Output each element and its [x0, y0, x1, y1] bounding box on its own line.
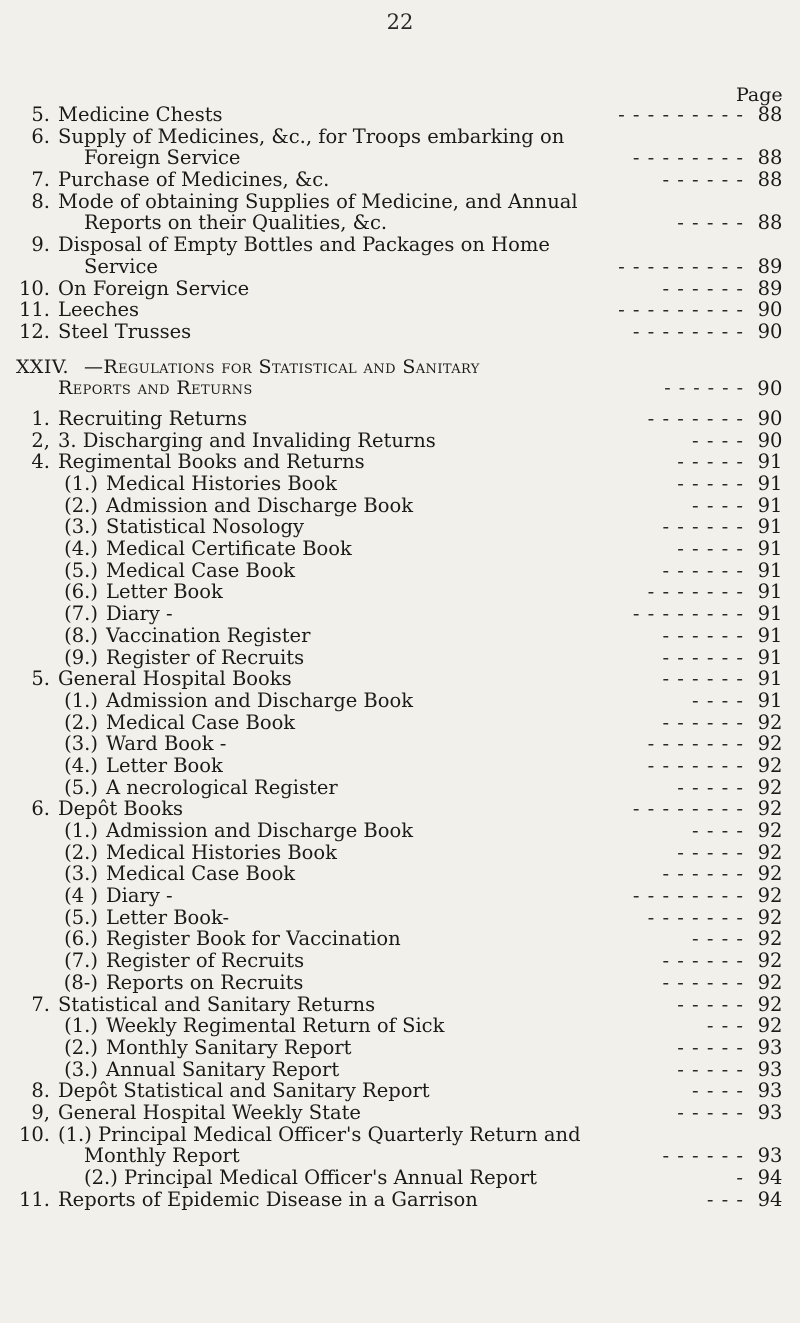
item-title: General Hospital Weekly State [58, 1100, 361, 1124]
toc-subitem [0, 733, 800, 755]
item-number: (3.) [64, 1057, 98, 1081]
item-number: 7. [31, 992, 50, 1016]
leader-dashes: - - - - - [677, 992, 744, 1016]
leader-dashes: - - - - - - [662, 168, 744, 192]
leader-dashes: - - - - - - [662, 667, 744, 691]
leader-dashes: - - - - - - - - [632, 884, 744, 908]
leader-dashes: - - - - - - [662, 862, 744, 886]
toc-subitem [0, 907, 800, 929]
leader-dashes: - - - - - - [662, 710, 744, 734]
leader-dashes: - - - - [692, 819, 744, 842]
leader-dashes: - - - - - - - [647, 580, 744, 604]
leader-dashes: - - - - [692, 927, 744, 951]
item-page: 92 [757, 797, 783, 821]
item-number: (8.) [64, 623, 98, 647]
entry-page: 89 [757, 276, 783, 300]
item-title: Diary - [106, 602, 173, 626]
item-page: 92 [757, 949, 783, 973]
leader-dashes: - - - - - [677, 537, 744, 561]
item-number: (1.) [64, 1014, 98, 1038]
item-page: 90 [757, 406, 783, 430]
entry-page: 90 [757, 377, 783, 401]
item-title: Diary - [106, 884, 173, 908]
leader-dashes: - - - - - - [662, 949, 744, 973]
item-title: Register Book for Vaccination [106, 927, 401, 951]
leader-dashes: - - - - - - - [647, 732, 744, 756]
item-number: (4.) [64, 537, 98, 561]
toc-subitem [0, 516, 800, 538]
toc-entry [0, 278, 800, 300]
item-number: (4.) [64, 753, 98, 777]
entry-page: 88 [757, 103, 783, 126]
toc-subitem [0, 647, 800, 669]
leader-dashes: - - - - - [677, 840, 744, 864]
item-number: (6.) [64, 927, 98, 951]
item-number: (5.) [64, 775, 98, 799]
item-page: 93 [757, 1035, 783, 1059]
leader-dashes: - - - - - - - [647, 406, 744, 430]
item-number: 4. [31, 450, 50, 474]
toc-subitem [0, 603, 800, 625]
item-page: 91 [757, 667, 783, 691]
toc-item [0, 1102, 800, 1124]
entry-title-continued: Service [84, 254, 158, 278]
item-title: Medical Case Book [106, 862, 296, 886]
entry-title: Purchase of Medicines, &c. [58, 168, 330, 192]
item-page: 92 [757, 992, 783, 1016]
item-title: Annual Sanitary Report [106, 1057, 340, 1081]
item-title: Ward Book - [106, 732, 227, 756]
leader-dashes: - - - - - [677, 1057, 744, 1081]
entry-number: 10. [18, 276, 50, 300]
toc-subitem [0, 950, 800, 972]
item-page: 91 [757, 623, 783, 647]
item-title: Reports of Epidemic Disease in a Garrison [58, 1187, 478, 1211]
page-column-heading: Page [736, 84, 783, 106]
toc-subitem [0, 972, 800, 994]
entry-title: Mode of obtaining Supplies of Medicine, and Annual [58, 189, 578, 213]
item-title: Register of Recruits [106, 645, 305, 669]
item-number: (7.) [64, 602, 98, 626]
section-title-continued: Reports and Returns [58, 377, 253, 400]
item-page: 91 [757, 472, 783, 495]
item-page: 93 [757, 1144, 783, 1168]
item-number: 8. [31, 1079, 50, 1103]
item-number: (3.) [64, 732, 98, 756]
item-page: 92 [757, 1014, 783, 1038]
item-number: 5. [31, 667, 50, 691]
leader-dashes: - - - - - - - - - [618, 103, 744, 126]
item-title: Statistical and Sanitary Returns [58, 992, 376, 1016]
entry-title: Disposal of Empty Bottles and Packages on Home [58, 233, 550, 257]
entry-page: 90 [757, 319, 783, 343]
item-number: 1. [31, 406, 50, 430]
item-number: (2.) [64, 493, 98, 517]
entry-page: 88 [757, 146, 783, 170]
item-title: (2.) Principal Medical Officer's Annual Report [84, 1166, 538, 1189]
item-title: Regimental Books and Returns [58, 450, 365, 474]
section-title: —Regulations for Statistical and Sanitary [84, 355, 480, 378]
item-number: (1.) [64, 472, 98, 495]
item-title: Letter Book [106, 580, 223, 604]
toc-subitem [0, 755, 800, 777]
item-page: 91 [757, 493, 783, 517]
section-heading [0, 357, 800, 400]
item-number: 9, [31, 1100, 50, 1124]
item-page: 92 [757, 753, 783, 777]
item-page: 92 [757, 884, 783, 908]
item-page: 93 [757, 1057, 783, 1081]
leader-dashes: - - - - - - [664, 377, 744, 400]
entry-title: Supply of Medicines, &c., for Troops embarking on [58, 124, 565, 148]
toc-subitem [0, 625, 800, 647]
toc-item [0, 994, 800, 1016]
toc-subitem [0, 885, 800, 907]
leader-dashes: - [736, 1166, 744, 1189]
item-number: (2.) [64, 840, 98, 864]
entry-title: Steel Trusses [58, 319, 192, 343]
toc-subitem [0, 538, 800, 560]
toc-entry [0, 126, 800, 169]
toc-subitem [0, 928, 800, 950]
toc-subitem [0, 1037, 800, 1059]
leader-dashes: - - - - - - [662, 276, 744, 300]
leader-dashes: - - - - [692, 1079, 744, 1103]
toc-subitem [0, 495, 800, 517]
toc-subitem [0, 473, 800, 495]
leader-dashes: - - - - - - [662, 558, 744, 582]
section-number: XXIV. [16, 355, 69, 378]
item-title: 3. Discharging and Invaliding Returns [58, 428, 436, 452]
entry-page: 89 [757, 254, 783, 278]
entry-number: 9. [31, 233, 50, 257]
item-title: Recruiting Returns [58, 406, 248, 430]
leader-dashes: - - - - - - - - [632, 602, 744, 626]
entry-page: 88 [757, 211, 783, 235]
item-number: (3.) [64, 862, 98, 886]
item-title: Medical Certificate Book [106, 537, 352, 561]
entry-title: Medicine Chests [58, 103, 223, 126]
entry-number: 6. [31, 124, 50, 148]
leader-dashes: - - - - [692, 688, 744, 712]
page-number: 22 [386, 10, 414, 34]
item-title: Depôt Statistical and Sanitary Report [58, 1079, 430, 1103]
toc-entry [0, 234, 800, 277]
entry-page: 88 [757, 168, 783, 192]
item-number: 6. [31, 797, 50, 821]
item-title: Depôt Books [58, 797, 184, 821]
item-page: 92 [757, 862, 783, 886]
toc-subitem [0, 842, 800, 864]
leader-dashes: - - - [706, 1014, 744, 1038]
item-title: Admission and Discharge Book [106, 493, 414, 517]
item-title: Register of Recruits [106, 949, 305, 973]
item-number: (5.) [64, 558, 98, 582]
item-page: 92 [757, 710, 783, 734]
item-number: 2, [31, 428, 50, 452]
item-title: A necrological Register [106, 775, 338, 799]
section-items [0, 408, 800, 1210]
leader-dashes: - - - - - [677, 775, 744, 799]
table-of-contents [0, 104, 800, 1210]
leader-dashes: - - - - - - - [647, 753, 744, 777]
item-page: 91 [757, 688, 783, 712]
item-number: (1.) [64, 688, 98, 712]
toc-entry [0, 191, 800, 234]
item-title: Reports on Recruits [106, 970, 304, 994]
item-page: 91 [757, 602, 783, 626]
toc-item [0, 1124, 800, 1167]
item-page: 92 [757, 905, 783, 929]
leader-dashes: - - - - - - [662, 623, 744, 647]
item-title: (1.) Principal Medical Officer's Quarterly Return and [58, 1122, 581, 1146]
item-title: Letter Book [106, 753, 223, 777]
leader-dashes: - - - - [692, 493, 744, 517]
item-page: 91 [757, 580, 783, 604]
item-title: Medical Histories Book [106, 840, 337, 864]
toc-entry [0, 299, 800, 321]
leader-dashes: - - - - - - [662, 1144, 744, 1168]
item-page: 94 [757, 1166, 783, 1189]
item-page: 93 [757, 1079, 783, 1103]
leader-dashes: - - - - - - [662, 645, 744, 669]
item-title: Letter Book- [106, 905, 230, 929]
toc-item [0, 668, 800, 690]
leader-dashes: - - - - - [677, 211, 744, 235]
leader-dashes: - - - - - [677, 1035, 744, 1059]
entry-number: 5. [31, 103, 50, 126]
toc-subitem [0, 1015, 800, 1037]
leader-dashes: - - - - - - - - [632, 146, 744, 170]
toc-item [0, 1080, 800, 1102]
leader-dashes: - - - - - - - - - [618, 298, 744, 322]
toc-entry [0, 169, 800, 191]
item-page: 92 [757, 732, 783, 756]
leader-dashes: - - - - - [677, 450, 744, 474]
entry-number: 8. [31, 189, 50, 213]
toc-subitem [0, 690, 800, 712]
leader-dashes: - - - - - - - - [632, 797, 744, 821]
toc-subitem [0, 777, 800, 799]
item-number: 11. [18, 1187, 50, 1211]
leader-dashes: - - - - - - - - [632, 319, 744, 343]
leader-dashes: - - - [706, 1187, 744, 1211]
toc-subitem [0, 1059, 800, 1081]
entry-page: 90 [757, 298, 783, 322]
item-title: Medical Case Book [106, 710, 296, 734]
toc-subitem [0, 1167, 800, 1189]
toc-subitem [0, 820, 800, 842]
item-page: 92 [757, 927, 783, 951]
entry-number: 11. [18, 298, 50, 322]
item-number: (8-) [63, 970, 98, 994]
toc-subitem [0, 581, 800, 603]
toc-subitem [0, 863, 800, 885]
item-number: (6.) [64, 580, 98, 604]
item-title: Admission and Discharge Book [106, 688, 414, 712]
item-page: 92 [757, 970, 783, 994]
leader-dashes: - - - - - [677, 472, 744, 495]
leader-dashes: - - - - - - [662, 515, 744, 539]
item-page: 93 [757, 1100, 783, 1124]
toc-subitem [0, 560, 800, 582]
item-page: 91 [757, 645, 783, 669]
toc-entry [0, 104, 800, 126]
entry-title-continued: Foreign Service [84, 146, 241, 170]
item-title: Vaccination Register [106, 623, 311, 647]
item-title: Medical Case Book [106, 558, 296, 582]
item-page: 92 [757, 819, 783, 842]
leader-dashes: - - - - [692, 428, 744, 452]
item-page: 91 [757, 537, 783, 561]
leader-dashes: - - - - - - - - - [618, 254, 744, 278]
item-page: 92 [757, 840, 783, 864]
leader-dashes: - - - - - - [662, 970, 744, 994]
item-number: (2.) [64, 1035, 98, 1059]
toc-entry [0, 321, 800, 343]
entry-number: 12. [18, 319, 50, 343]
item-number: (1.) [64, 819, 98, 842]
item-number: (9.) [64, 645, 98, 669]
item-title: Statistical Nosology [106, 515, 304, 539]
item-number: (4 ) [64, 884, 98, 908]
item-title-continued: Monthly Report [84, 1144, 240, 1168]
item-page: 92 [757, 775, 783, 799]
toc-item [0, 430, 800, 452]
toc-subitem [0, 712, 800, 734]
item-number: (5.) [64, 905, 98, 929]
item-number: (7.) [64, 949, 98, 973]
item-page: 91 [757, 558, 783, 582]
entry-number: 7. [31, 168, 50, 192]
item-title: Medical Histories Book [106, 472, 337, 495]
item-page: 94 [757, 1187, 783, 1211]
item-number: (3.) [64, 515, 98, 539]
toc-item [0, 408, 800, 430]
item-title: Weekly Regimental Return of Sick [106, 1014, 445, 1038]
item-title: Admission and Discharge Book [106, 819, 414, 842]
entry-title: Leeches [58, 298, 140, 322]
item-title: General Hospital Books [58, 667, 292, 691]
leader-dashes: - - - - - - - [647, 905, 744, 929]
leader-dashes: - - - - - [677, 1100, 744, 1124]
entry-title-continued: Reports on their Qualities, &c. [84, 211, 388, 235]
entry-title: On Foreign Service [58, 276, 250, 300]
item-title: Monthly Sanitary Report [106, 1035, 352, 1059]
toc-item [0, 1189, 800, 1211]
item-page: 91 [757, 515, 783, 539]
item-page: 91 [757, 450, 783, 474]
toc-item [0, 451, 800, 473]
toc-item [0, 798, 800, 820]
item-page: 90 [757, 428, 783, 452]
item-number: 10. [18, 1122, 50, 1146]
item-number: (2.) [64, 710, 98, 734]
